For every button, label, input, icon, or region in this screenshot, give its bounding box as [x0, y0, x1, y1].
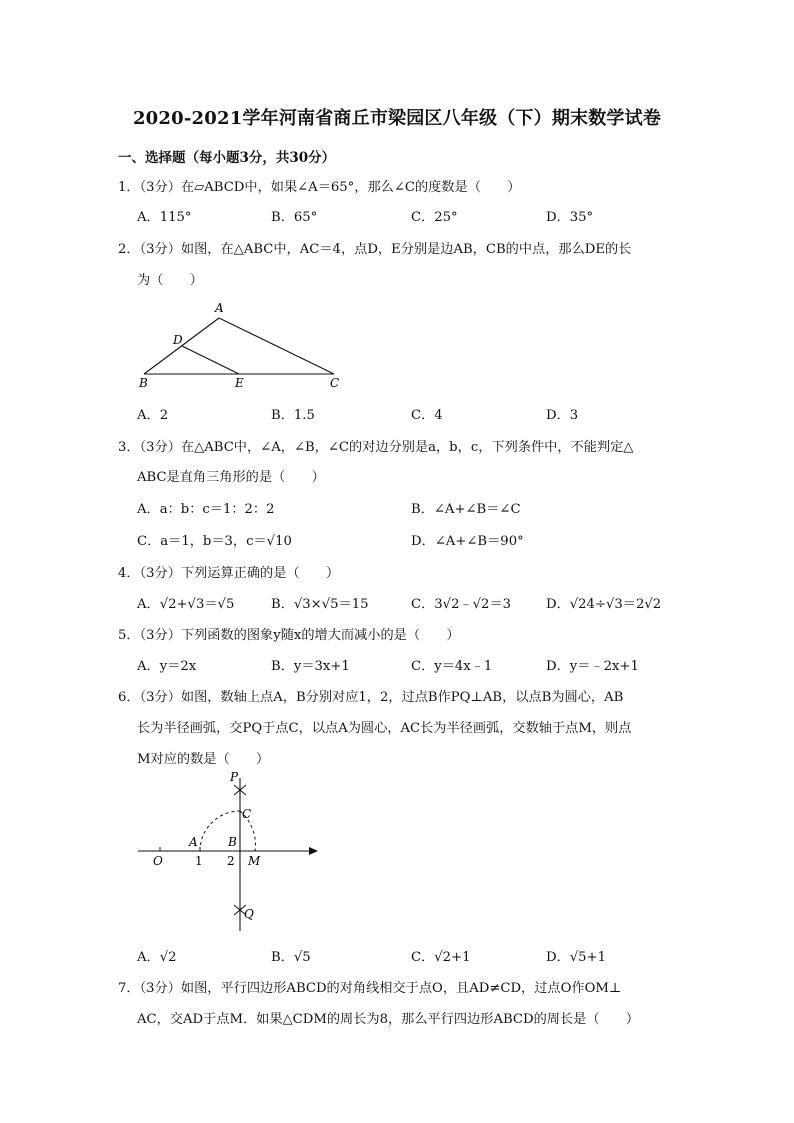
question-5-stem: 5．（3分）下列函数的图象y随x的增大而减小的是（ ）	[118, 628, 460, 643]
label-b: B	[228, 835, 237, 849]
question-1-stem: 1．（3分）在▱ABCD中，如果∠A＝65°，那么∠C的度数是（ ）	[118, 180, 521, 195]
q4-option-b: B．√3×√5＝15	[271, 597, 369, 612]
number-line-figure	[130, 766, 330, 941]
label-a: A	[189, 835, 198, 849]
q3-option-c: C．a＝1，b＝3，c＝√10	[137, 534, 292, 549]
q2-option-c: C．4	[411, 408, 443, 423]
label-b: B	[139, 376, 148, 390]
question-3-stem: 3．（3分）在△ABC中，∠A，∠B，∠C的对边分别是a，b，c，下列条件中，不能判定△	[118, 440, 634, 455]
q2-option-d: D．3	[546, 408, 579, 423]
label-e: E	[235, 376, 244, 390]
question-3-stem-cont: ABC是直角三角形的是（ ）	[137, 470, 325, 485]
q1-option-b: B．65°	[271, 210, 318, 225]
question-2-stem: 2．（3分）如图，在△ABC中，AC＝4，点D，E分别是边AB，CB的中点，那么DE的长	[118, 242, 632, 257]
section-heading: 一、选择题（每小题3分，共30分）	[118, 150, 336, 166]
label-two: 2	[227, 854, 235, 868]
label-p: P	[230, 770, 239, 784]
label-d: D	[173, 333, 183, 347]
label-o: O	[153, 854, 163, 868]
label-c: C	[330, 376, 340, 390]
question-6-stem-cont1: 长为半径画弧，交PQ于点C，以点A为圆心，AC长为半径画弧，交数轴于点M，则点	[137, 721, 632, 736]
q5-option-a: A．y＝2x	[137, 659, 197, 674]
question-6-stem-cont2: M对应的数是（ ）	[137, 752, 270, 767]
label-one: 1	[195, 854, 203, 868]
q1-option-a: A．115°	[137, 210, 192, 225]
q4-option-d: D．√24÷√3＝2√2	[546, 597, 662, 612]
q6-option-a: A．√2	[137, 950, 177, 965]
q2-option-a: A．2	[137, 408, 169, 423]
q6-option-b: B．√5	[271, 950, 311, 965]
page-title: 2020-2021学年河南省商丘市梁园区八年级（下）期末数学试卷	[132, 108, 662, 129]
q4-option-a: A．√2+√3＝√5	[137, 597, 235, 612]
label-q: Q	[244, 907, 254, 921]
q1-option-c: C．25°	[411, 210, 458, 225]
label-c: C	[242, 807, 252, 821]
question-2-stem-cont: 为（ ）	[137, 273, 203, 288]
q5-option-c: C．y＝4x﹣1	[411, 659, 493, 674]
q4-option-c: C．3√2﹣√2＝3	[411, 597, 512, 612]
question-7-stem: 7．（3分）如图，平行四边形ABCD的对角线相交于点O，且AD≠CD，过点O作OM⊥	[118, 981, 622, 996]
question-6-stem: 6．（3分）如图，数轴上点A，B分别对应1，2，过点B作PQ⊥AB，以点B为圆心，AB	[118, 690, 624, 705]
q3-option-b: B．∠A+∠B＝∠C	[411, 502, 521, 517]
question-4-stem: 4．（3分）下列运算正确的是（ ）	[118, 566, 340, 581]
q2-option-b: B．1.5	[271, 408, 315, 423]
label-m: M	[248, 854, 261, 868]
label-a: A	[215, 301, 224, 315]
q5-option-b: B．y＝3x+1	[271, 659, 350, 674]
q5-option-d: D．y＝﹣2x+1	[546, 659, 639, 674]
triangle-figure	[130, 296, 360, 396]
q6-option-d: D．√5+1	[546, 950, 606, 965]
q6-option-c: C．√2+1	[411, 950, 471, 965]
q3-option-a: A．a：b：c＝1：2：2	[137, 502, 275, 517]
q1-option-d: D．35°	[546, 210, 594, 225]
question-7-stem-cont: AC，交AD于点M．如果△CDM的周长为8，那么平行四边形ABCD的周长是（ ）	[137, 1012, 640, 1027]
q3-option-d: D．∠A+∠B＝90°	[411, 534, 524, 549]
